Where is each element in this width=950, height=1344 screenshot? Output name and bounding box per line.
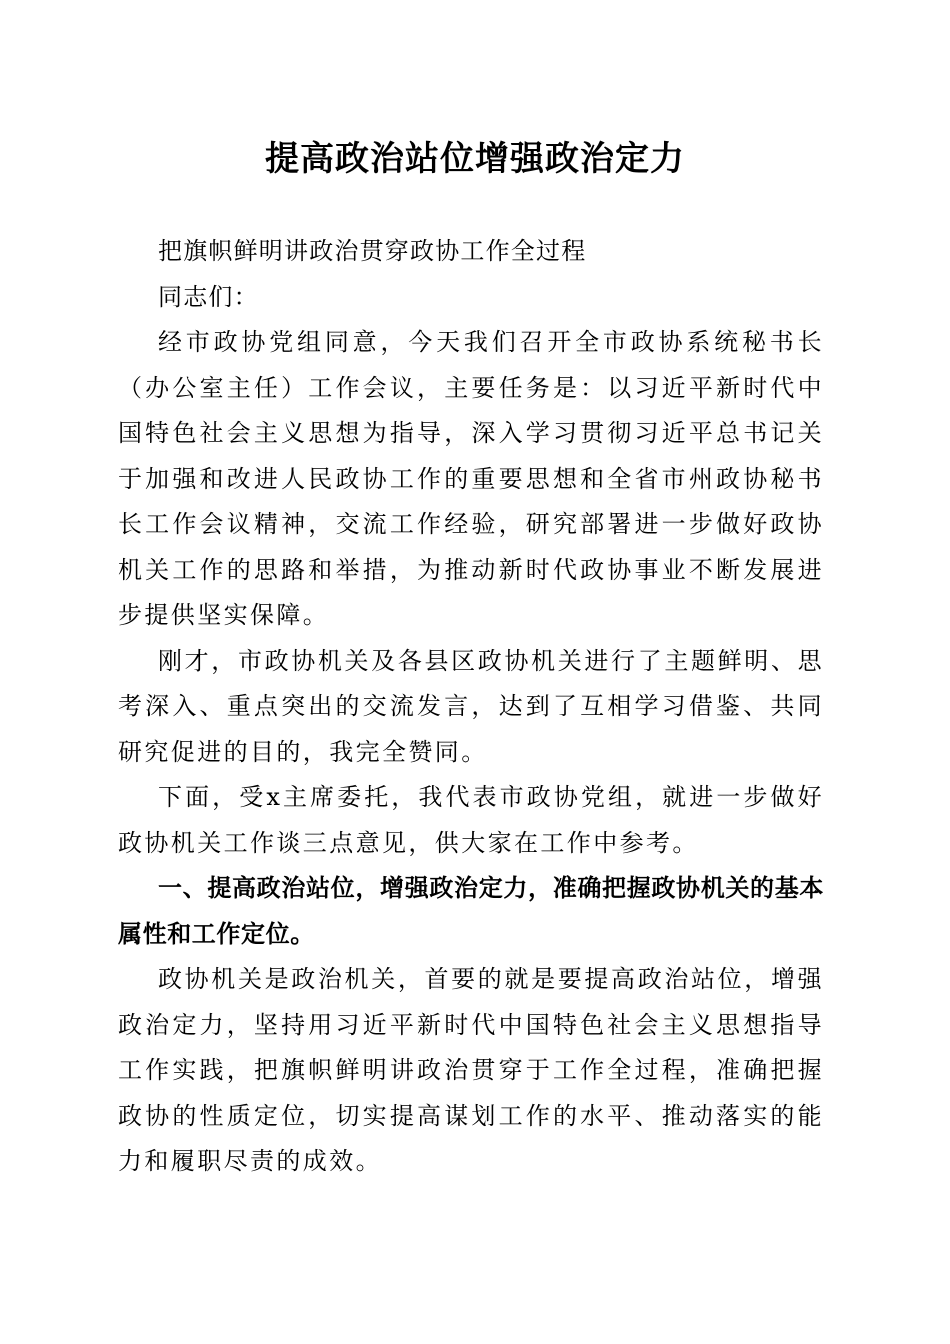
document-body (118, 229, 824, 1185)
salutation: 同志们： (158, 282, 259, 311)
body-paragraph-1: 经市政协党组同意，今天我们召开全市政协系统秘书长（办公室主任）工作会议，主要任务是：以习近平新时代中国特色社会主义思想为指导，深入学习贯彻习近平总书记关于加强和改进人民政协工作的重要思想和全省市州政协秘书长工作会议精神，交流工作经验，研究部署进一步做好政协机关工作的思路和举措，为推动新时代政协事业不断发展进步提供坚实保障。 (118, 328, 824, 629)
body-paragraph-2: 刚才，市政协机关及各县区政协机关进行了主题鲜明、思考深入、重点突出的交流发言，达到了互相学习借鉴、共同研究促进的目的，我完全赞同。 (118, 646, 824, 766)
document-title: 提高政治站位增强政治定力 (265, 139, 685, 179)
body-paragraph-3: 下面，受x主席委托，我代表市政协党组，就进一步做好政协机关工作谈三点意见，供大家在工作中参考。 (118, 783, 824, 857)
subtitle-line: 把旗帜鲜明讲政治贯穿政协工作全过程 (158, 237, 587, 265)
section-paragraph-1: 政协机关是政治机关，首要的就是要提高政治站位，增强政治定力，坚持用习近平新时代中国特色社会主义思想指导工作实践，把旗帜鲜明讲政治贯穿于工作全过程，准确把握政协的性质定位，切实提高谋划工作的水平、推动落实的能力和履职尽责的成效。 (118, 965, 824, 1175)
section-heading-1: 一、提高政治站位，增强政治定力，准确把握政协机关的基本属性和工作定位。 (118, 874, 824, 948)
